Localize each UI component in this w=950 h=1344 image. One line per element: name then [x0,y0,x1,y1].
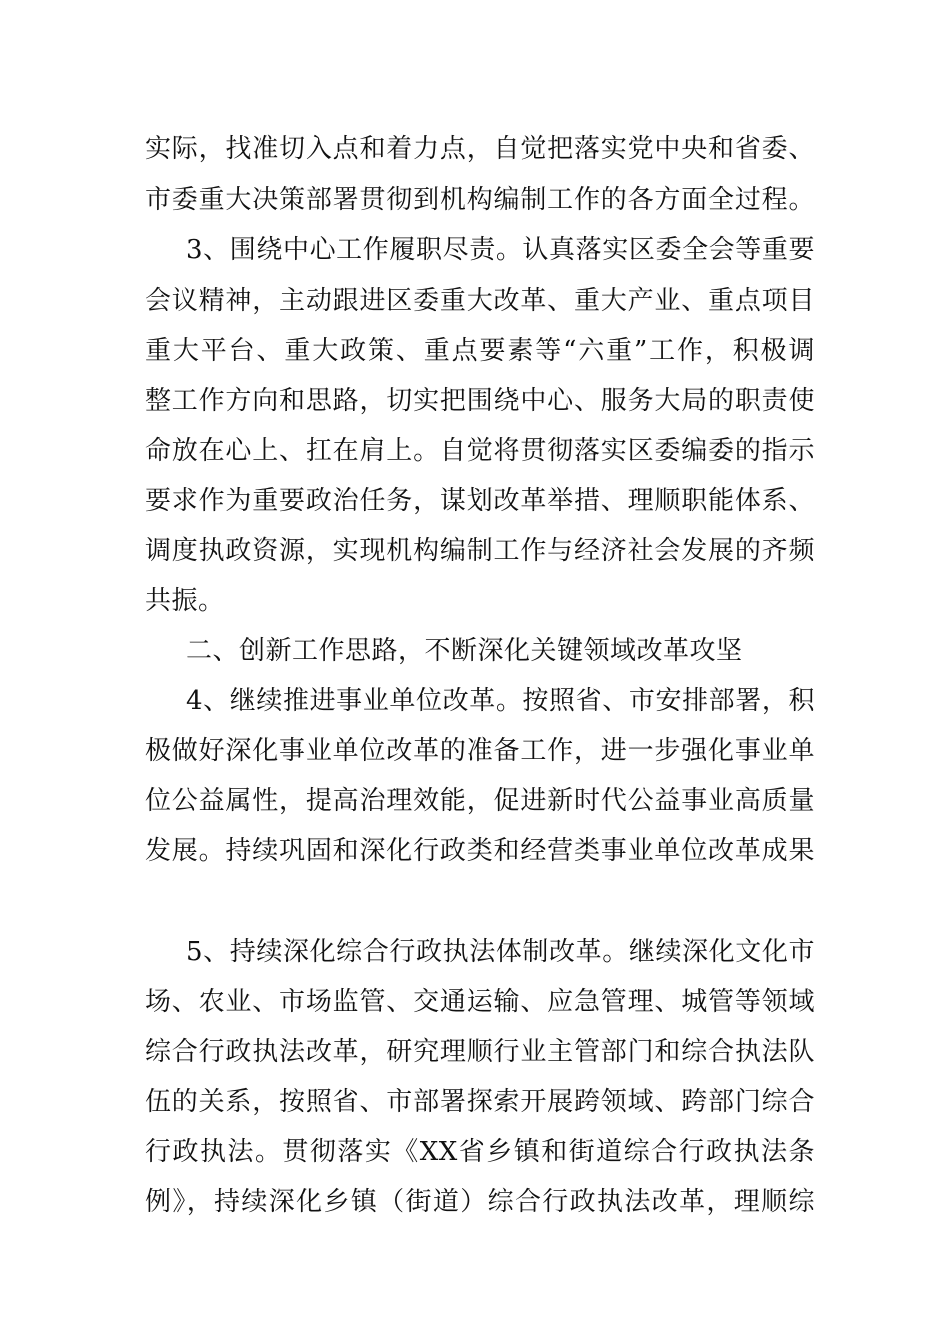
paragraph-4-line-1: 4、继续推进事业单位改革。按照省、市安排部署，积 [186,686,815,716]
body-line-17: 场、农业、市场监管、交通运输、应急管理、城管等领域 [145,987,815,1017]
body-line-14: 位公益属性，提高治理效能，促进新时代公益事业高质量 [145,786,815,816]
body-line-8: 要求作为重要政治任务，谋划改革举措、理顺职能体系、 [145,486,815,516]
body-line-6: 整工作方向和思路，切实把围绕中心、服务大局的职责使 [145,386,815,416]
body-line-19: 伍的关系，按照省、市部署探索开展跨领域、跨部门综合 [145,1087,815,1117]
body-line-20: 行政执法。贯彻落实《XX省乡镇和街道综合行政执法条 [145,1137,815,1167]
body-line-5: 重大平台、重大政策、重点要素等“六重”工作，积极调 [145,336,815,366]
body-line-21: 例》，持续深化乡镇（街道）综合行政执法改革，理顺综 [145,1187,815,1217]
body-line-1: 实际，找准切入点和着力点，自觉把落实党中央和省委、 [145,134,815,164]
body-line-10: 共振。 [145,586,225,616]
body-line-7: 命放在心上、扛在肩上。自觉将贯彻落实区委编委的指示 [145,436,815,466]
body-line-9: 调度执政资源，实现机构编制工作与经济社会发展的齐频 [145,536,815,566]
body-line-2: 市委重大决策部署贯彻到机构编制工作的各方面全过程。 [145,185,815,215]
body-line-18: 综合行政执法改革，研究理顺行业主管部门和综合执法队 [145,1037,815,1067]
body-line-15: 发展。持续巩固和深化行政类和经营类事业单位改革成果 [145,836,815,866]
paragraph-5-line-1: 5、持续深化综合行政执法体制改革。继续深化文化市 [186,937,815,967]
paragraph-3-line-1: 3、围绕中心工作履职尽责。认真落实区委全会等重要 [186,235,815,265]
body-line-13: 极做好深化事业单位改革的准备工作，进一步强化事业单 [145,736,815,766]
section-heading-2: 二、创新工作思路，不断深化关键领域改革攻坚 [186,636,743,666]
body-line-4: 会议精神，主动跟进区委重大改革、重大产业、重点项目 [145,286,815,316]
